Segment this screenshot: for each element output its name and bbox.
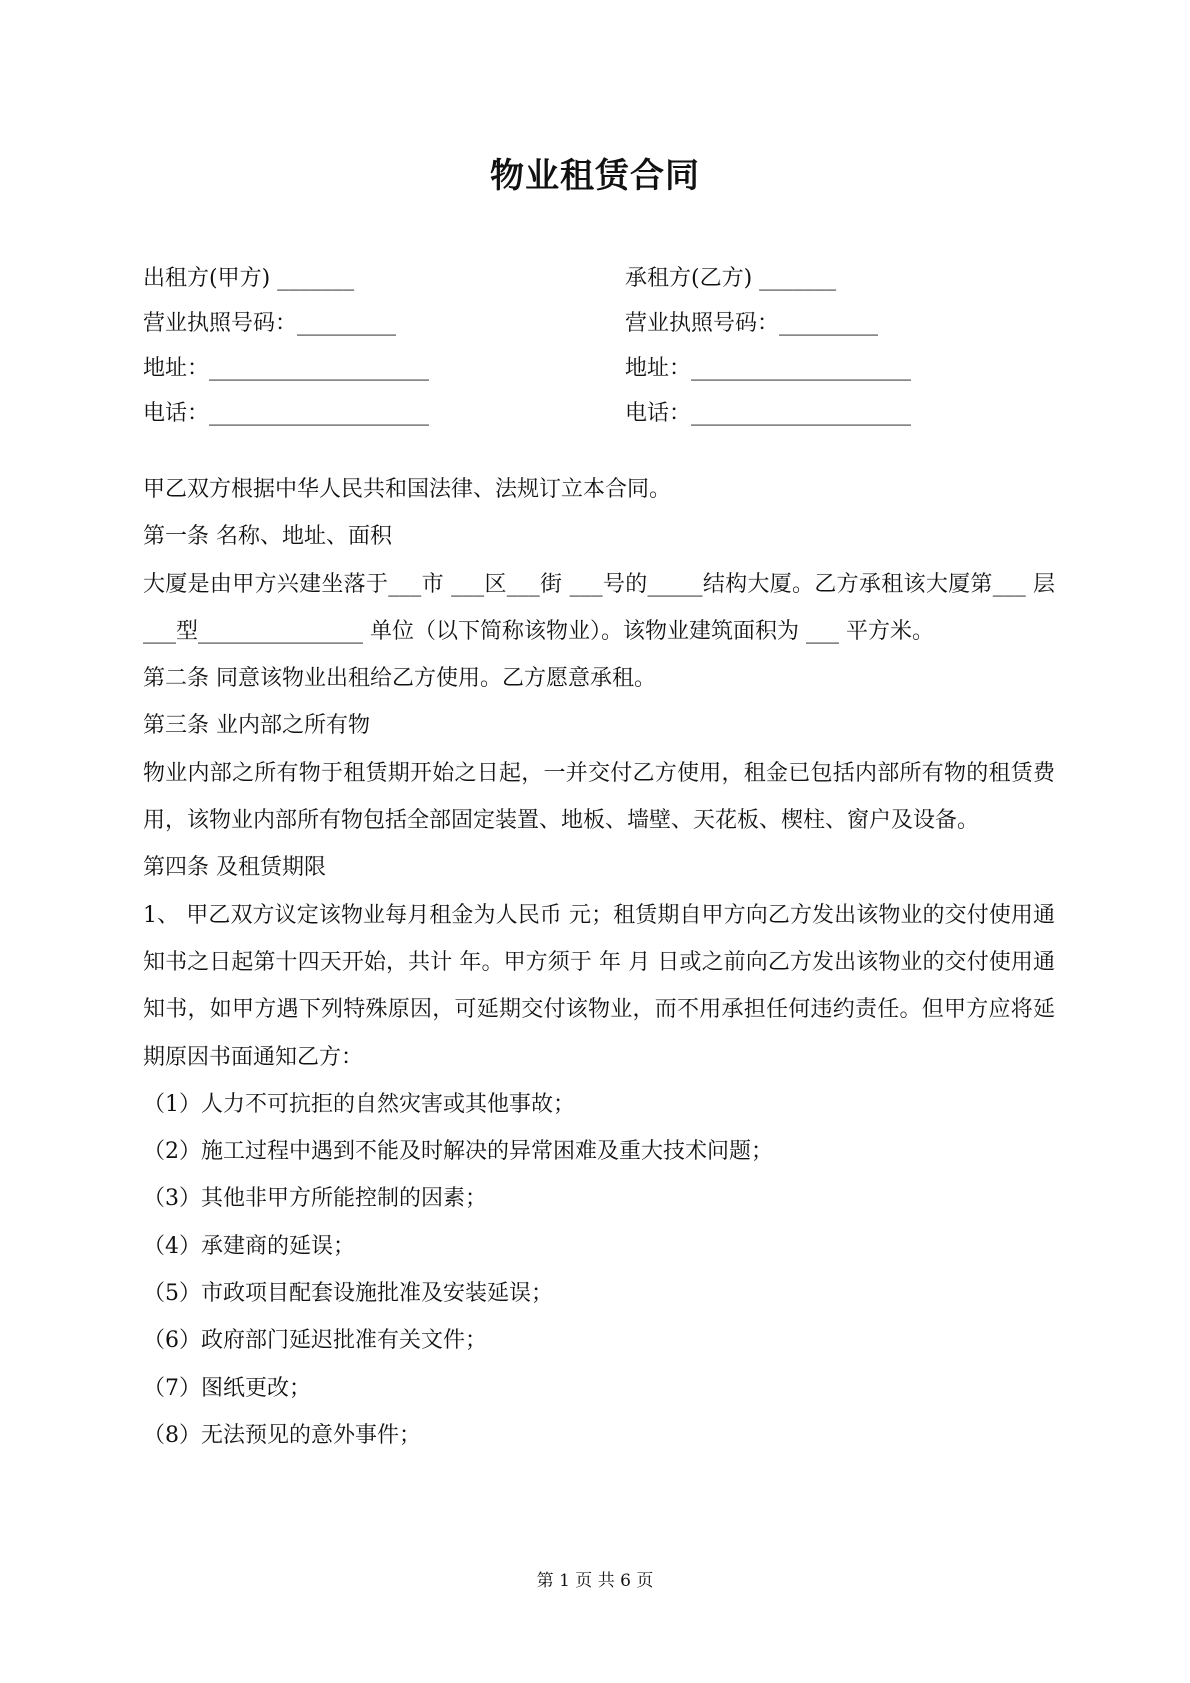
- party-row-license: [143, 304, 1063, 344]
- lessee-phone: 电话：____________________: [625, 401, 912, 426]
- lessee-license: 营业执照号码：_________: [625, 311, 879, 336]
- reason-item: （5）市政项目配套设施批准及安装延误；: [143, 1281, 553, 1307]
- party-row-phone: [143, 394, 1063, 434]
- reason-item: （7）图纸更改；: [143, 1375, 311, 1401]
- party-row-address: [143, 349, 1063, 389]
- reason-item: （4）承建商的延误；: [143, 1233, 355, 1259]
- reason-item: （1）人力不可抗拒的自然灾害或其他事故；: [143, 1091, 575, 1117]
- article1-text: 大厦是由甲方兴建坐落于___市 ___区___街 ___号的_____结构大厦。乙方承租该大厦第___ 层 ___型_______________ 单位（以下简称该物业）。该物业建筑面积为 ___ 平方米。: [143, 571, 1055, 644]
- article1-heading: 第一条 名称、地址、面积: [143, 524, 392, 550]
- page-footer: 第 1 页 共 6 页: [536, 1571, 654, 1591]
- article4-clause1: 1、 甲乙双方议定该物业每月租金为人民币 元；租赁期自甲方向乙方发出该物业的交付使用通知书之日起第十四天开始，共计 年。甲方须于 年 月 日或之前向乙方发出该物业的交付使用通知书，如甲方遇下列特殊原因，可延期交付该物业，而不用承担任何违约责任。但甲方应将延期原因书面通知乙方：: [143, 902, 1055, 1070]
- reason-item: （6）政府部门延迟批准有关文件；: [143, 1328, 487, 1354]
- intro-paragraph: 甲乙双方根据中华人民共和国法律、法规订立本合同。: [143, 477, 672, 502]
- reason-item: （2）施工过程中遇到不能及时解决的异常困难及重大技术问题；: [143, 1139, 773, 1165]
- reason-item: （8）无法预见的意外事件；: [143, 1422, 421, 1448]
- reason-item: （3）其他非甲方所能控制的因素；: [143, 1186, 487, 1212]
- document-title: 物业租赁合同: [490, 156, 700, 196]
- party-row-name: [143, 259, 1063, 299]
- lessor-name: 出租方(甲方) _______: [143, 266, 355, 291]
- contract-body: [143, 466, 1055, 1459]
- lessor-phone: 电话：____________________: [143, 401, 430, 426]
- article4-heading: 第四条 及租赁期限: [143, 855, 326, 881]
- lessor-license: 营业执照号码：_________: [143, 311, 397, 336]
- lessor-address: 地址：____________________: [143, 356, 430, 381]
- article3-text: 物业内部之所有物于租赁期开始之日起，一并交付乙方使用，租金已包括内部所有物的租赁费用，该物业内部所有物包括全部固定装置、地板、墙壁、天花板、楔柱、窗户及设备。: [143, 760, 1055, 834]
- article2-heading: 第二条 同意该物业出租给乙方使用。乙方愿意承租。: [143, 666, 656, 692]
- article3-heading: 第三条 业内部之所有物: [143, 713, 370, 739]
- lessee-address: 地址：____________________: [625, 356, 912, 381]
- lessee-name: 承租方(乙方) _______: [625, 266, 837, 291]
